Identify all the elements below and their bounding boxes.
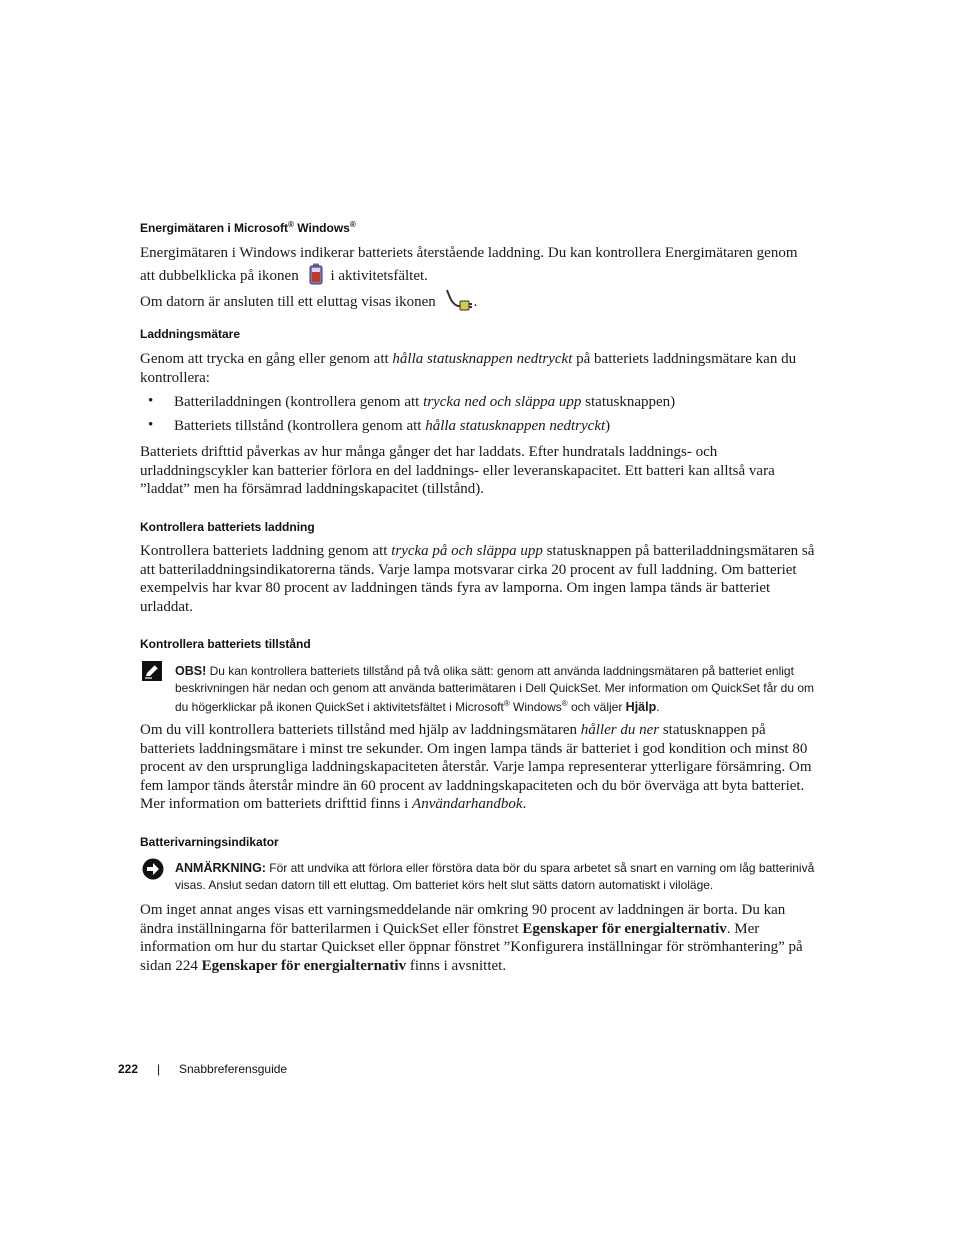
bullet-item-health: Batteriets tillstånd (kontrollera genom att hålla statusknappen nedtryckt): [174, 418, 611, 434]
bullet-glyph: •: [148, 393, 154, 409]
ac-power-plug-icon: [444, 288, 472, 318]
paragraph-check-charge: Kontrollera batteriets laddning genom att trycka på och släppa upp statusknappen på batteriladdningsmätaren så att batteriladdningsindikatorerna tänds. Varje lampa motsvarar cirka 20 procent av full laddning. Om batteriet exempelvis har kvar 80 procent av laddningen tänds fyra av lamporna. Om ingen lampa tänds är batteriet urladdat.: [140, 543, 815, 615]
paragraph-check-health: Om du vill kontrollera batteriets tillstånd med hjälp av laddningsmätaren håller du ner statusknappen på batteriets laddningsmätare i minst tre sekunder. Om ingen lampa tänds är batteriet i god kondition och minst 80 procent av den ursprungliga laddningskapaciteten återstår. Varje lampa representerar ytterligare försämring. Om fem lampor tänds återstår mindre än 60 procent av laddningskapaciteten och du bör överväga att byta batteriet. Mer information om batteriets drifttid finns i Användarhandbok.: [140, 722, 812, 813]
heading-check-charge: Kontrollera batteriets laddning: [140, 520, 315, 534]
paragraph-battery-lifetime: Batteriets drifttid påverkas av hur många gånger det har laddats. Efter hundratals laddnings- och urladdningscykler kan batterier förlora en del laddnings- eller leveranskapacitet. Ett batteri kan alltså vara ”laddat” men ha försämrad laddningskapacitet (tillstånd).: [140, 444, 775, 498]
heading-charge-meter: Laddningsmätare: [140, 327, 241, 341]
heading-check-health: Kontrollera batteriets tillstånd: [140, 637, 311, 651]
battery-meter-icon: [308, 263, 324, 291]
bullet-item-charge: Batteriladdningen (kontrollera genom att trycka ned och släppa upp statusknappen): [174, 394, 676, 410]
footer-separator: |: [157, 1062, 161, 1076]
page-number: 222: [118, 1062, 139, 1076]
paragraph-ac-icon: Om datorn är ansluten till ett eluttag visas ikonen .: [140, 288, 815, 318]
paragraph-energy-meter: Energimätaren i Windows indikerar batteriets återstående laddning. Du kan kontrollera Energimätaren genom att dubbelklicka på ikonen i aktivitetsfältet.: [140, 244, 815, 290]
paragraph-battery-warning: Om inget annat anges visas ett varningsmeddelande när omkring 90 procent av laddningen är borta. Du kan ändra inställningarna för batterilarmen i QuickSet eller fönstret Egenskaper för energialternativ. Mer information om hur du startar Quickset eller öppnar fönstret ”Konfigurera inställningar för strömhantering” på sidan 224 Egenskaper för energialternativ finns i avsnittet.: [140, 902, 803, 974]
paragraph-charge-meter-intro: Genom att trycka en gång eller genom att hålla statusknappen nedtryckt på batteriets laddningsmätare kan du kontrollera:: [140, 351, 797, 386]
footer-title: Snabbreferensguide: [179, 1062, 288, 1076]
arrow-notice-icon: [142, 858, 164, 885]
pencil-note-icon: [142, 661, 162, 686]
bullet-glyph: •: [148, 417, 154, 433]
note-obs: OBS! Du kan kontrollera batteriets tillstånd på två olika sätt: genom att använda laddningsmätaren på batteriet enligt beskrivningen här nedan och genom att använda batterimätaren i Dell QuickSet. Mer information om QuickSet får du om du högerklickar på ikonen QuickSet i aktivitetsfältet i Microsoft® Windows® och väljer Hjälp.: [175, 664, 814, 714]
heading-battery-warning: Batterivarningsindikator: [140, 835, 279, 849]
note-anmarkning: ANMÄRKNING: För att undvika att förlora eller förstöra data bör du spara arbetet så snart en varning om låg batterinivå visas. Anslut sedan datorn till ett eluttag. Om batteriet körs helt slut sätts datorn automatiskt i viloläge.: [175, 861, 815, 892]
heading-energy-meter: Energimätaren i Microsoft® Windows®: [140, 220, 356, 235]
